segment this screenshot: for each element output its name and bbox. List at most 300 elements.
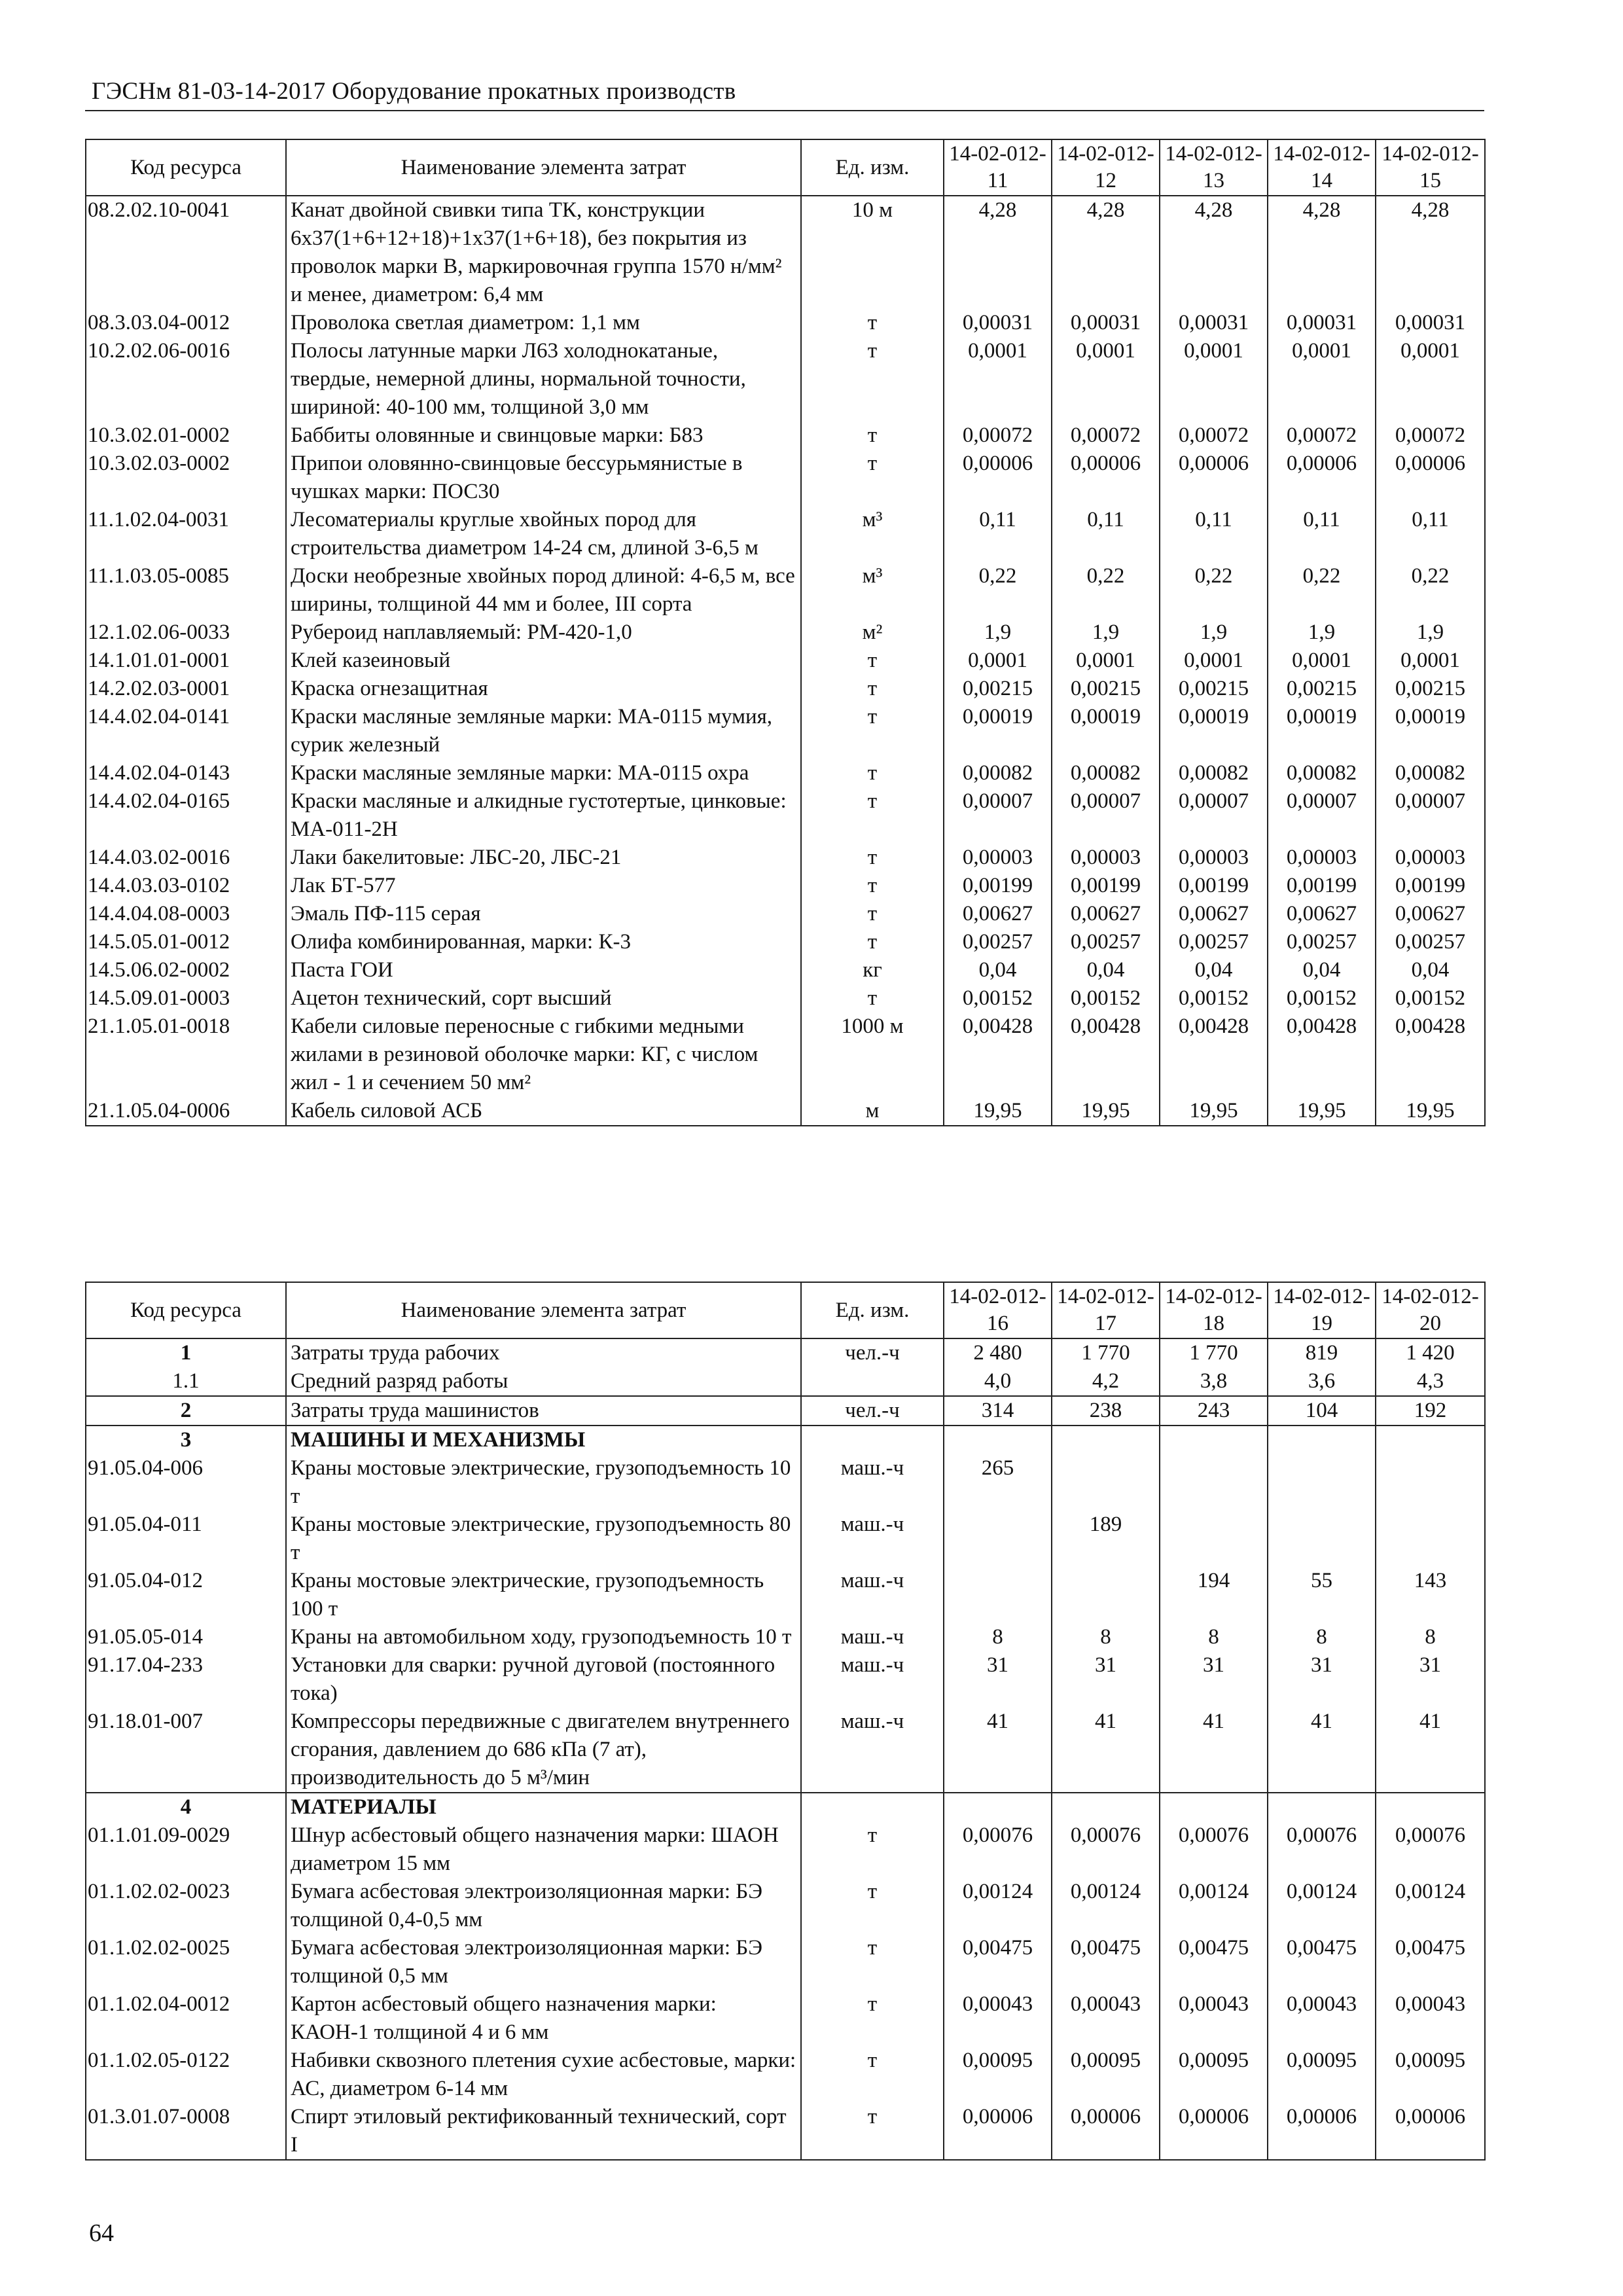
- resource-name-cell: Спирт этиловый ректификованный технический, сорт I: [286, 2103, 801, 2160]
- value-cell: 0,00006: [1160, 2103, 1268, 2160]
- resource-code-cell: 01.1.02.05-0122: [86, 2047, 286, 2103]
- value-cell: 0,00428: [1052, 1013, 1160, 1097]
- resource-code-cell: 3: [86, 1426, 286, 1454]
- value-cell: 0,0001: [1376, 647, 1485, 675]
- value-cell: 0,00006: [1052, 450, 1160, 506]
- value-cell: 4,3: [1376, 1367, 1485, 1396]
- value-cell: 0,00215: [1160, 675, 1268, 703]
- resource-code-cell: 01.1.02.02-0025: [86, 1934, 286, 1990]
- header-code: Код ресурса: [86, 1282, 286, 1338]
- value-cell: 2 480: [944, 1338, 1052, 1367]
- value-cell: 0,11: [1268, 506, 1376, 562]
- value-cell: 0,00257: [1268, 928, 1376, 956]
- value-cell: 0,00006: [1268, 2103, 1376, 2160]
- resource-code-cell: 91.17.04-233: [86, 1651, 286, 1708]
- resource-table-1: [85, 139, 1486, 1126]
- value-cell: 0,0001: [944, 337, 1052, 422]
- resource-code-cell: 4: [86, 1793, 286, 1821]
- resource-name-cell: Краски масляные земляные марки: МА-0115 охра: [286, 759, 801, 787]
- value-cell: 0,04: [1052, 956, 1160, 984]
- unit-cell: т: [801, 872, 944, 900]
- value-cell: 0,11: [944, 506, 1052, 562]
- resource-name-cell: Краски масляные земляные марки: МА-0115 мумия, сурик железный: [286, 703, 801, 759]
- unit-cell: м³: [801, 562, 944, 619]
- value-cell: 0,00095: [944, 2047, 1052, 2103]
- value-cell: 0,00199: [1160, 872, 1268, 900]
- value-cell: 0,22: [1376, 562, 1485, 619]
- unit-cell: т: [801, 1821, 944, 1878]
- value-cell: 0,00072: [1052, 422, 1160, 450]
- value-cell: 19,95: [1376, 1097, 1485, 1126]
- value-cell: 0,00007: [1376, 787, 1485, 844]
- value-cell: 1,9: [1376, 619, 1485, 647]
- value-cell: 0,00006: [1052, 2103, 1160, 2160]
- value-cell: 0,00199: [1376, 872, 1485, 900]
- value-cell: 0,00072: [944, 422, 1052, 450]
- value-cell: [1160, 1454, 1268, 1511]
- value-cell: [1268, 1793, 1376, 1821]
- value-cell: 0,00475: [1052, 1934, 1160, 1990]
- value-cell: 0,00428: [1160, 1013, 1268, 1097]
- header-col: 14-02-012-20: [1376, 1282, 1485, 1338]
- unit-cell: маш.-ч: [801, 1623, 944, 1651]
- value-cell: 0,00006: [1376, 450, 1485, 506]
- value-cell: 0,00475: [1160, 1934, 1268, 1990]
- value-cell: 41: [1052, 1708, 1160, 1793]
- value-cell: 0,00043: [1052, 1990, 1160, 2047]
- value-cell: [1268, 1426, 1376, 1454]
- table-row: [86, 844, 1485, 872]
- unit-cell: маш.-ч: [801, 1651, 944, 1708]
- resource-name-cell: Эмаль ПФ-115 серая: [286, 900, 801, 928]
- header-col: 14-02-012-19: [1268, 1282, 1376, 1338]
- table-row: [86, 956, 1485, 984]
- unit-cell: 10 м: [801, 196, 944, 309]
- value-cell: 0,00428: [1376, 1013, 1485, 1097]
- resource-code-cell: 91.05.04-012: [86, 1567, 286, 1623]
- value-cell: 0,00019: [1376, 703, 1485, 759]
- value-cell: 0,22: [1160, 562, 1268, 619]
- unit-cell: т: [801, 422, 944, 450]
- unit-cell: т: [801, 2047, 944, 2103]
- value-cell: 189: [1052, 1511, 1160, 1567]
- value-cell: 0,00627: [1160, 900, 1268, 928]
- unit-cell: т: [801, 309, 944, 337]
- header-code: Код ресурса: [86, 139, 286, 196]
- table-row: [86, 506, 1485, 562]
- value-cell: 8: [1052, 1623, 1160, 1651]
- resource-code-cell: 91.05.05-014: [86, 1623, 286, 1651]
- unit-cell: т: [801, 928, 944, 956]
- page-number: 64: [89, 2219, 114, 2247]
- value-cell: 0,00019: [1160, 703, 1268, 759]
- resource-name-cell: Проволока светлая диаметром: 1,1 мм: [286, 309, 801, 337]
- value-cell: 4,28: [1376, 196, 1485, 309]
- value-cell: 0,00475: [1376, 1934, 1485, 1990]
- table-row: [86, 619, 1485, 647]
- value-cell: 0,0001: [1160, 647, 1268, 675]
- unit-cell: т: [801, 900, 944, 928]
- unit-cell: маш.-ч: [801, 1708, 944, 1793]
- value-cell: 0,00082: [1268, 759, 1376, 787]
- value-cell: 0,00072: [1268, 422, 1376, 450]
- table-row: [86, 1396, 1485, 1426]
- unit-cell: т: [801, 2103, 944, 2160]
- table-row: [86, 1990, 1485, 2047]
- table-row: [86, 2047, 1485, 2103]
- resource-name-cell: Канат двойной свивки типа ТК, конструкции 6х37(1+6+12+18)+1х37(1+6+18), без покрытия из проволок марки В, маркировочная группа 1570 н/мм² и менее, диаметром: 6,4 мм: [286, 196, 801, 309]
- value-cell: [1052, 1454, 1160, 1511]
- value-cell: 41: [1160, 1708, 1268, 1793]
- resource-code-cell: 01.1.02.04-0012: [86, 1990, 286, 2047]
- value-cell: 0,00627: [1376, 900, 1485, 928]
- unit-cell: маш.-ч: [801, 1511, 944, 1567]
- value-cell: 1 420: [1376, 1338, 1485, 1367]
- table-row: [86, 900, 1485, 928]
- value-cell: 0,0001: [1052, 647, 1160, 675]
- value-cell: 0,00082: [1052, 759, 1160, 787]
- resource-code-cell: 14.2.02.03-0001: [86, 675, 286, 703]
- table-row: [86, 675, 1485, 703]
- value-cell: 0,00124: [944, 1878, 1052, 1934]
- table-row: [86, 1934, 1485, 1990]
- table-row: [86, 1097, 1485, 1126]
- table-row: [86, 337, 1485, 422]
- value-cell: 0,00257: [1376, 928, 1485, 956]
- value-cell: 0,00031: [944, 309, 1052, 337]
- value-cell: 0,0001: [1268, 647, 1376, 675]
- table-row: [86, 1367, 1485, 1396]
- resource-code-cell: 14.4.03.02-0016: [86, 844, 286, 872]
- value-cell: 0,04: [944, 956, 1052, 984]
- unit-cell: кг: [801, 956, 944, 984]
- value-cell: 0,00215: [1376, 675, 1485, 703]
- value-cell: 31: [1268, 1651, 1376, 1708]
- value-cell: [1376, 1426, 1485, 1454]
- value-cell: 0,00627: [944, 900, 1052, 928]
- value-cell: 31: [1160, 1651, 1268, 1708]
- value-cell: 0,00076: [944, 1821, 1052, 1878]
- unit-cell: [801, 1793, 944, 1821]
- unit-cell: т: [801, 1934, 944, 1990]
- value-cell: 0,04: [1268, 956, 1376, 984]
- table-row: [86, 450, 1485, 506]
- resource-name-cell: Краски масляные и алкидные густотертые, цинковые: МА-011-2Н: [286, 787, 801, 844]
- resource-code-cell: 21.1.05.04-0006: [86, 1097, 286, 1126]
- value-cell: [1268, 1511, 1376, 1567]
- unit-cell: т: [801, 675, 944, 703]
- unit-cell: 1000 м: [801, 1013, 944, 1097]
- value-cell: 0,00007: [1160, 787, 1268, 844]
- resource-code-cell: 91.05.04-006: [86, 1454, 286, 1511]
- value-cell: 0,0001: [1160, 337, 1268, 422]
- resource-name-cell: Баббиты оловянные и свинцовые марки: Б83: [286, 422, 801, 450]
- value-cell: 0,00199: [1052, 872, 1160, 900]
- resource-name-cell: Рубероид наплавляемый: РМ-420-1,0: [286, 619, 801, 647]
- resource-code-cell: 1: [86, 1338, 286, 1367]
- resource-name-cell: Компрессоры передвижные с двигателем внутреннего сгорания, давлением до 686 кПа (7 ат), производительность до 5 м³/мин: [286, 1708, 801, 1793]
- value-cell: 0,00095: [1160, 2047, 1268, 2103]
- table-row: [86, 196, 1485, 309]
- value-cell: 0,22: [1052, 562, 1160, 619]
- resource-name-cell: Шнур асбестовый общего назначения марки: ШАОН диаметром 15 мм: [286, 1821, 801, 1878]
- table-row: [86, 1878, 1485, 1934]
- value-cell: 0,11: [1376, 506, 1485, 562]
- unit-cell: маш.-ч: [801, 1567, 944, 1623]
- value-cell: 4,0: [944, 1367, 1052, 1396]
- value-cell: 0,04: [1376, 956, 1485, 984]
- value-cell: 0,00076: [1052, 1821, 1160, 1878]
- value-cell: 0,11: [1160, 506, 1268, 562]
- value-cell: 0,00043: [1160, 1990, 1268, 2047]
- value-cell: [1160, 1426, 1268, 1454]
- unit-cell: т: [801, 1990, 944, 2047]
- value-cell: 0,11: [1052, 506, 1160, 562]
- table-row: [86, 928, 1485, 956]
- resource-code-cell: 2: [86, 1396, 286, 1426]
- value-cell: 0,00043: [944, 1990, 1052, 2047]
- value-cell: 0,00006: [1160, 450, 1268, 506]
- value-cell: 0,00006: [1376, 2103, 1485, 2160]
- value-cell: [1268, 1454, 1376, 1511]
- resource-code-cell: 01.3.01.07-0008: [86, 2103, 286, 2160]
- resource-name-cell: Кабель силовой АСБ: [286, 1097, 801, 1126]
- value-cell: 0,00215: [1268, 675, 1376, 703]
- resource-code-cell: 11.1.02.04-0031: [86, 506, 286, 562]
- resource-name-cell: Полосы латунные марки Л63 холоднокатаные, твердые, немерной длины, нормальной точности, шириной: 40-100 мм, толщиной 3,0 мм: [286, 337, 801, 422]
- table-row: [86, 984, 1485, 1013]
- header-unit: Ед. изм.: [801, 139, 944, 196]
- value-cell: 0,00428: [944, 1013, 1052, 1097]
- value-cell: 238: [1052, 1396, 1160, 1426]
- value-cell: 3,8: [1160, 1367, 1268, 1396]
- value-cell: 0,00257: [944, 928, 1052, 956]
- value-cell: 8: [1160, 1623, 1268, 1651]
- resource-code-cell: 14.4.04.08-0003: [86, 900, 286, 928]
- resource-name-cell: Затраты труда рабочих: [286, 1338, 801, 1367]
- table-row: [86, 309, 1485, 337]
- resource-code-cell: 10.2.02.06-0016: [86, 337, 286, 422]
- value-cell: 0,00003: [1160, 844, 1268, 872]
- table-row: [86, 1338, 1485, 1367]
- header-col: 14-02-012-12: [1052, 139, 1160, 196]
- value-cell: [1376, 1454, 1485, 1511]
- value-cell: 8: [1268, 1623, 1376, 1651]
- resource-code-cell: 01.1.02.02-0023: [86, 1878, 286, 1934]
- unit-cell: чел.-ч: [801, 1396, 944, 1426]
- header-unit: Ед. изм.: [801, 1282, 944, 1338]
- value-cell: [944, 1793, 1052, 1821]
- resource-code-cell: 12.1.02.06-0033: [86, 619, 286, 647]
- value-cell: 1,9: [944, 619, 1052, 647]
- value-cell: 0,00082: [944, 759, 1052, 787]
- value-cell: 4,28: [1268, 196, 1376, 309]
- value-cell: 0,00124: [1052, 1878, 1160, 1934]
- value-cell: 0,00095: [1052, 2047, 1160, 2103]
- resource-code-cell: 01.1.01.09-0029: [86, 1821, 286, 1878]
- value-cell: 0,00199: [1268, 872, 1376, 900]
- value-cell: 0,00124: [1376, 1878, 1485, 1934]
- value-cell: 0,22: [944, 562, 1052, 619]
- unit-cell: м²: [801, 619, 944, 647]
- resource-code-cell: 91.05.04-011: [86, 1511, 286, 1567]
- value-cell: [1160, 1511, 1268, 1567]
- header-col: 14-02-012-18: [1160, 1282, 1268, 1338]
- value-cell: 1 770: [1160, 1338, 1268, 1367]
- resource-name-cell: Кабели силовые переносные с гибкими медными жилами в резиновой оболочке марки: КГ, с числом жил - 1 и сечением 50 мм²: [286, 1013, 801, 1097]
- value-cell: [944, 1567, 1052, 1623]
- table-row: [86, 1013, 1485, 1097]
- value-cell: [1052, 1426, 1160, 1454]
- header-col: 14-02-012-14: [1268, 139, 1376, 196]
- table-row: [86, 1651, 1485, 1708]
- table-row: [86, 787, 1485, 844]
- value-cell: 0,00095: [1268, 2047, 1376, 2103]
- value-cell: 19,95: [1052, 1097, 1160, 1126]
- resource-name-cell: Ацетон технический, сорт высший: [286, 984, 801, 1013]
- value-cell: 0,00006: [944, 2103, 1052, 2160]
- resource-name-cell: Лесоматериалы круглые хвойных пород для строительства диаметром 14-24 см, длиной 3-6,5 м: [286, 506, 801, 562]
- resource-name-cell: Паста ГОИ: [286, 956, 801, 984]
- table-row: [86, 1708, 1485, 1793]
- value-cell: 0,0001: [1052, 337, 1160, 422]
- value-cell: 0,00076: [1160, 1821, 1268, 1878]
- resource-code-cell: 91.18.01-007: [86, 1708, 286, 1793]
- unit-cell: т: [801, 337, 944, 422]
- value-cell: 0,00072: [1160, 422, 1268, 450]
- unit-cell: т: [801, 787, 944, 844]
- header-name: Наименование элемента затрат: [286, 139, 801, 196]
- resource-code-cell: 08.2.02.10-0041: [86, 196, 286, 309]
- value-cell: 0,00031: [1160, 309, 1268, 337]
- resource-name-cell: Бумага асбестовая электроизоляционная марки: БЭ толщиной 0,4-0,5 мм: [286, 1878, 801, 1934]
- value-cell: 0,00019: [1268, 703, 1376, 759]
- value-cell: 4,28: [1052, 196, 1160, 309]
- value-cell: 0,00043: [1268, 1990, 1376, 2047]
- value-cell: 0,00257: [1160, 928, 1268, 956]
- value-cell: 265: [944, 1454, 1052, 1511]
- table-row: [86, 2103, 1485, 2160]
- value-cell: 819: [1268, 1338, 1376, 1367]
- value-cell: 104: [1268, 1396, 1376, 1426]
- value-cell: 0,04: [1160, 956, 1268, 984]
- table-row: [86, 759, 1485, 787]
- value-cell: 0,00007: [944, 787, 1052, 844]
- value-cell: 1,9: [1052, 619, 1160, 647]
- resource-name-cell: Картон асбестовый общего назначения марки: КАОН-1 толщиной 4 и 6 мм: [286, 1990, 801, 2047]
- value-cell: 194: [1160, 1567, 1268, 1623]
- value-cell: 0,00152: [944, 984, 1052, 1013]
- resource-code-cell: 14.1.01.01-0001: [86, 647, 286, 675]
- value-cell: [1052, 1793, 1160, 1821]
- unit-cell: т: [801, 759, 944, 787]
- value-cell: [1160, 1793, 1268, 1821]
- value-cell: 0,00003: [1268, 844, 1376, 872]
- table-row: [86, 1511, 1485, 1567]
- resource-name-cell: Бумага асбестовая электроизоляционная марки: БЭ толщиной 0,5 мм: [286, 1934, 801, 1990]
- resource-code-cell: 1.1: [86, 1367, 286, 1396]
- value-cell: 8: [944, 1623, 1052, 1651]
- value-cell: 314: [944, 1396, 1052, 1426]
- resource-name-cell: Краска огнезащитная: [286, 675, 801, 703]
- value-cell: 0,00475: [1268, 1934, 1376, 1990]
- value-cell: 0,00152: [1268, 984, 1376, 1013]
- value-cell: 3,6: [1268, 1367, 1376, 1396]
- value-cell: 41: [944, 1708, 1052, 1793]
- table-row: [86, 703, 1485, 759]
- resource-code-cell: 08.3.03.04-0012: [86, 309, 286, 337]
- value-cell: 19,95: [1268, 1097, 1376, 1126]
- value-cell: 0,22: [1268, 562, 1376, 619]
- unit-cell: т: [801, 450, 944, 506]
- value-cell: 0,00215: [1052, 675, 1160, 703]
- value-cell: [944, 1511, 1052, 1567]
- resource-code-cell: 14.4.02.04-0165: [86, 787, 286, 844]
- resource-name-cell: Средний разряд работы: [286, 1367, 801, 1396]
- table-row: [86, 1793, 1485, 1821]
- unit-cell: т: [801, 1878, 944, 1934]
- value-cell: [1052, 1567, 1160, 1623]
- value-cell: 41: [1376, 1708, 1485, 1793]
- resource-code-cell: 10.3.02.03-0002: [86, 450, 286, 506]
- value-cell: 0,00152: [1160, 984, 1268, 1013]
- value-cell: 0,00019: [1052, 703, 1160, 759]
- value-cell: 0,00095: [1376, 2047, 1485, 2103]
- value-cell: 0,00007: [1052, 787, 1160, 844]
- value-cell: 41: [1268, 1708, 1376, 1793]
- value-cell: 0,00019: [944, 703, 1052, 759]
- value-cell: 0,00152: [1376, 984, 1485, 1013]
- resource-name-cell: Краны мостовые электрические, грузоподъемность 80 т: [286, 1511, 801, 1567]
- resource-name-cell: Припои оловянно-свинцовые бессурьмянистые в чушках марки: ПОС30: [286, 450, 801, 506]
- value-cell: 0,00215: [944, 675, 1052, 703]
- value-cell: 0,00152: [1052, 984, 1160, 1013]
- value-cell: 0,00072: [1376, 422, 1485, 450]
- header-col: 14-02-012-11: [944, 139, 1052, 196]
- value-cell: 0,00007: [1268, 787, 1376, 844]
- value-cell: 0,00003: [944, 844, 1052, 872]
- value-cell: 0,00031: [1268, 309, 1376, 337]
- document-header-title: ГЭСНм 81-03-14-2017 Оборудование прокатных производств: [92, 78, 736, 105]
- value-cell: 0,00124: [1268, 1878, 1376, 1934]
- value-cell: 143: [1376, 1567, 1485, 1623]
- unit-cell: [801, 1426, 944, 1454]
- unit-cell: т: [801, 984, 944, 1013]
- value-cell: 0,00006: [1268, 450, 1376, 506]
- value-cell: 192: [1376, 1396, 1485, 1426]
- value-cell: 0,00082: [1160, 759, 1268, 787]
- header-divider: [85, 110, 1484, 111]
- table-row: [86, 872, 1485, 900]
- value-cell: 8: [1376, 1623, 1485, 1651]
- resource-code-cell: 14.4.02.04-0141: [86, 703, 286, 759]
- resource-code-cell: 14.5.06.02-0002: [86, 956, 286, 984]
- value-cell: 55: [1268, 1567, 1376, 1623]
- resource-name-cell: МАШИНЫ И МЕХАНИЗМЫ: [286, 1426, 801, 1454]
- value-cell: 1,9: [1160, 619, 1268, 647]
- table-row: [86, 1454, 1485, 1511]
- resource-code-cell: 11.1.03.05-0085: [86, 562, 286, 619]
- header-col: 14-02-012-17: [1052, 1282, 1160, 1338]
- value-cell: 0,0001: [1268, 337, 1376, 422]
- resource-code-cell: 14.5.05.01-0012: [86, 928, 286, 956]
- value-cell: 0,00076: [1376, 1821, 1485, 1878]
- unit-cell: [801, 1367, 944, 1396]
- header-col: 14-02-012-13: [1160, 139, 1268, 196]
- value-cell: 0,00627: [1268, 900, 1376, 928]
- resource-name-cell: Доски необрезные хвойных пород длиной: 4-6,5 м, все ширины, толщиной 44 мм и более, III сорта: [286, 562, 801, 619]
- value-cell: 1,9: [1268, 619, 1376, 647]
